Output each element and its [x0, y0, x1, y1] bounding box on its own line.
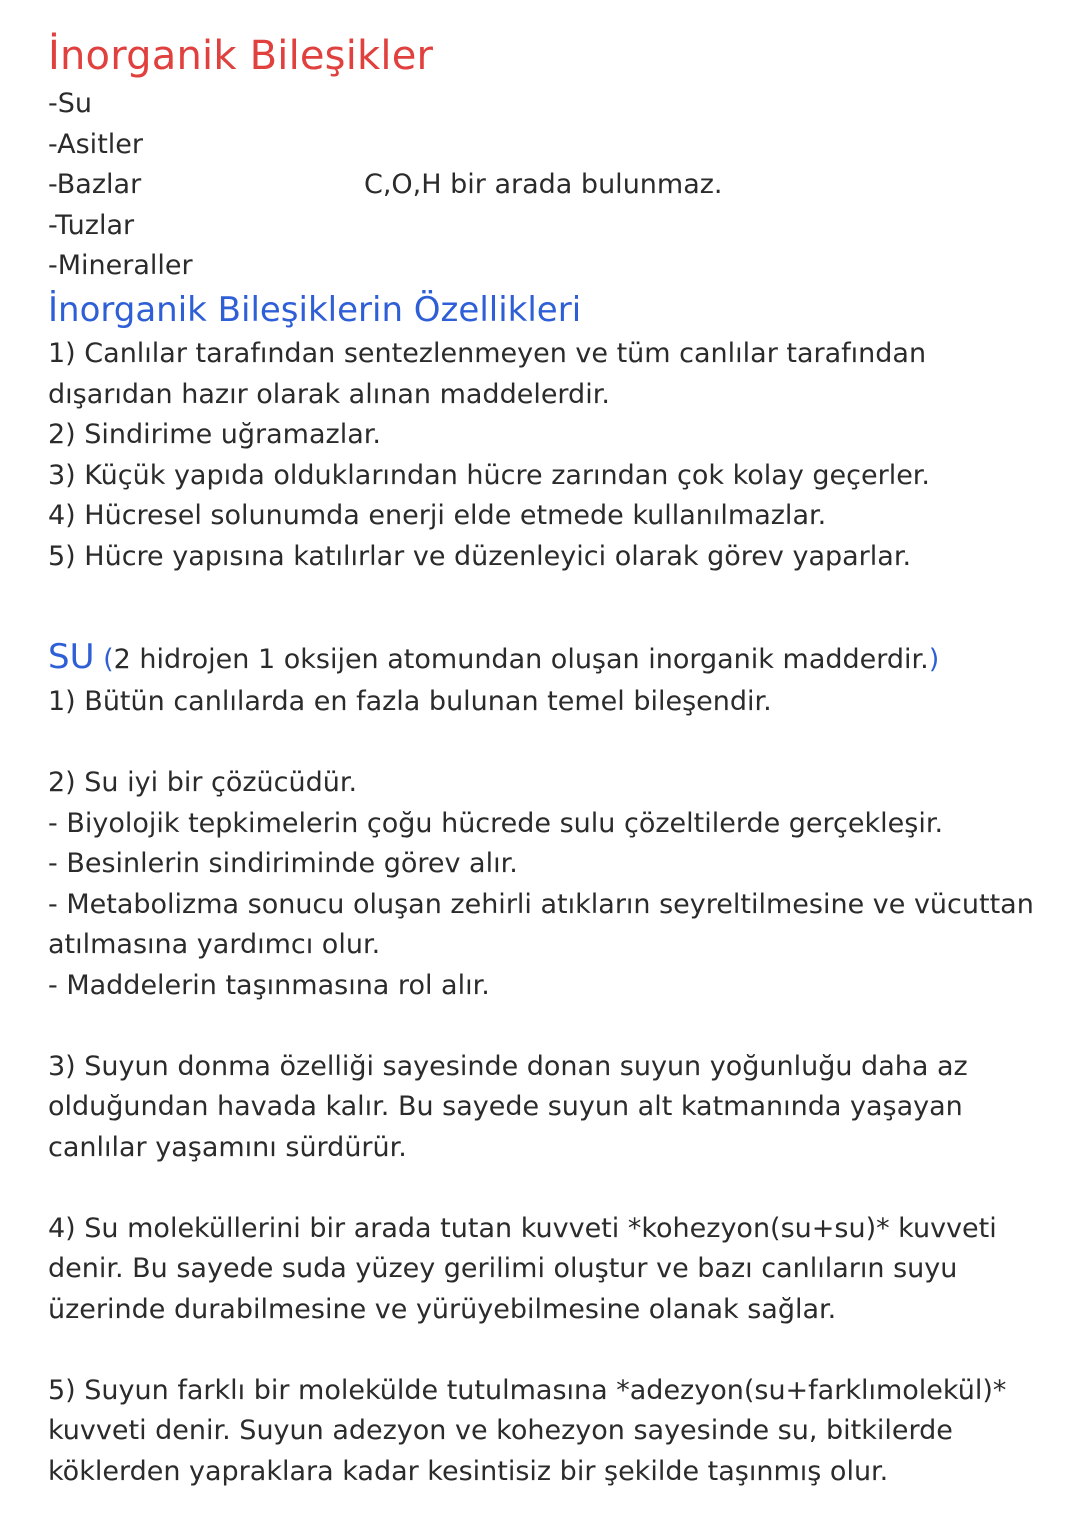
inorganic-compounds-heading: İnorganik Bileşikler: [48, 33, 434, 79]
su-definition: 2 hidrojen 1 oksijen atomundan oluşan inorganik madderdir.: [113, 644, 929, 675]
property-item: 1) Canlılar tarafından sentezlenmeyen ve tüm canlılar tarafından dışarıdan hazır olarak alınan maddelerdir.: [48, 338, 927, 410]
su-close-paren: ): [928, 644, 940, 675]
property-item: 4) Hücresel solunumda enerji elde etmede kullanılmazlar.: [48, 500, 827, 531]
su-item-4: 4) Su moleküllerini bir arada tutan kuvveti *kohezyon(su+su)* kuvveti denir. Bu sayede suda yüzey gerilimi oluştur ve bazı canlıların suyu üzerinde durabilmesine ve yürüyebilmesine olanak sağlar.: [48, 1212, 997, 1325]
spacer: [48, 1006, 1058, 1047]
compound-item-su: -Su: [48, 88, 92, 119]
su-item-2-point: - Besinlerin sindiriminde görev alır.: [48, 848, 518, 879]
su-item-2-point: - Biyolojik tepkimelerin çoğu hücrede sulu çözeltilerde gerçekleşir.: [48, 807, 944, 839]
su-item-2-title: 2) Su iyi bir çözücüdür.: [48, 767, 358, 798]
su-title: SU: [48, 637, 95, 677]
compound-item-mineraller: -Mineraller: [48, 250, 193, 281]
compound-item-asitler: -Asitler: [48, 128, 143, 160]
su-item-5: 5) Suyun farklı bir molekülde tutulmasına *adezyon(su+farklımolekül)* kuvveti denir. Suyun adezyon ve kohezyon sayesinde su, bitkilerde köklerden yapraklara kadar kesintisiz bir şekilde taşınmış olur.: [48, 1374, 1007, 1487]
compound-list: [48, 84, 1058, 286]
compound-item-tuzlar: -Tuzlar: [48, 209, 135, 241]
spacer: [48, 1330, 1058, 1371]
property-item: 3) Küçük yapıda olduklarından hücre zarından çok kolay geçerler.: [48, 459, 931, 491]
property-item: 5) Hücre yapısına katılırlar ve düzenleyici olarak görev yaparlar.: [48, 540, 912, 572]
su-item-1: 1) Bütün canlılarda en fazla bulunan temel bileşendir.: [48, 686, 772, 717]
su-heading: [48, 635, 1058, 682]
spacer: [48, 577, 1058, 635]
spacer: [48, 1168, 1058, 1209]
properties-list: [48, 334, 1058, 577]
properties-heading: İnorganik Bileşiklerin Özellikleri: [48, 290, 582, 330]
notes-page: [48, 28, 1058, 1492]
compound-item-bazlar: -Bazlar: [48, 169, 142, 200]
spacer: [48, 723, 1058, 764]
property-item: 2) Sindirime uğramazlar.: [48, 419, 381, 450]
su-item-3: 3) Suyun donma özelliği sayesinde donan suyun yoğunluğu daha az olduğundan havada kalır. Bu sayede suyun alt katmanında yaşayan canlılar yaşamını sürdürür.: [48, 1050, 968, 1163]
su-item-2-point: - Metabolizma sonucu oluşan zehirli atıkların seyreltilmesine ve vücuttan atılmasına yardımcı olur.: [48, 888, 1034, 960]
coh-note: C,O,H bir arada bulunmaz.: [364, 169, 723, 200]
su-open-paren: (: [103, 644, 114, 675]
su-item-2-point: - Maddelerin taşınmasına rol alır.: [48, 969, 490, 1001]
